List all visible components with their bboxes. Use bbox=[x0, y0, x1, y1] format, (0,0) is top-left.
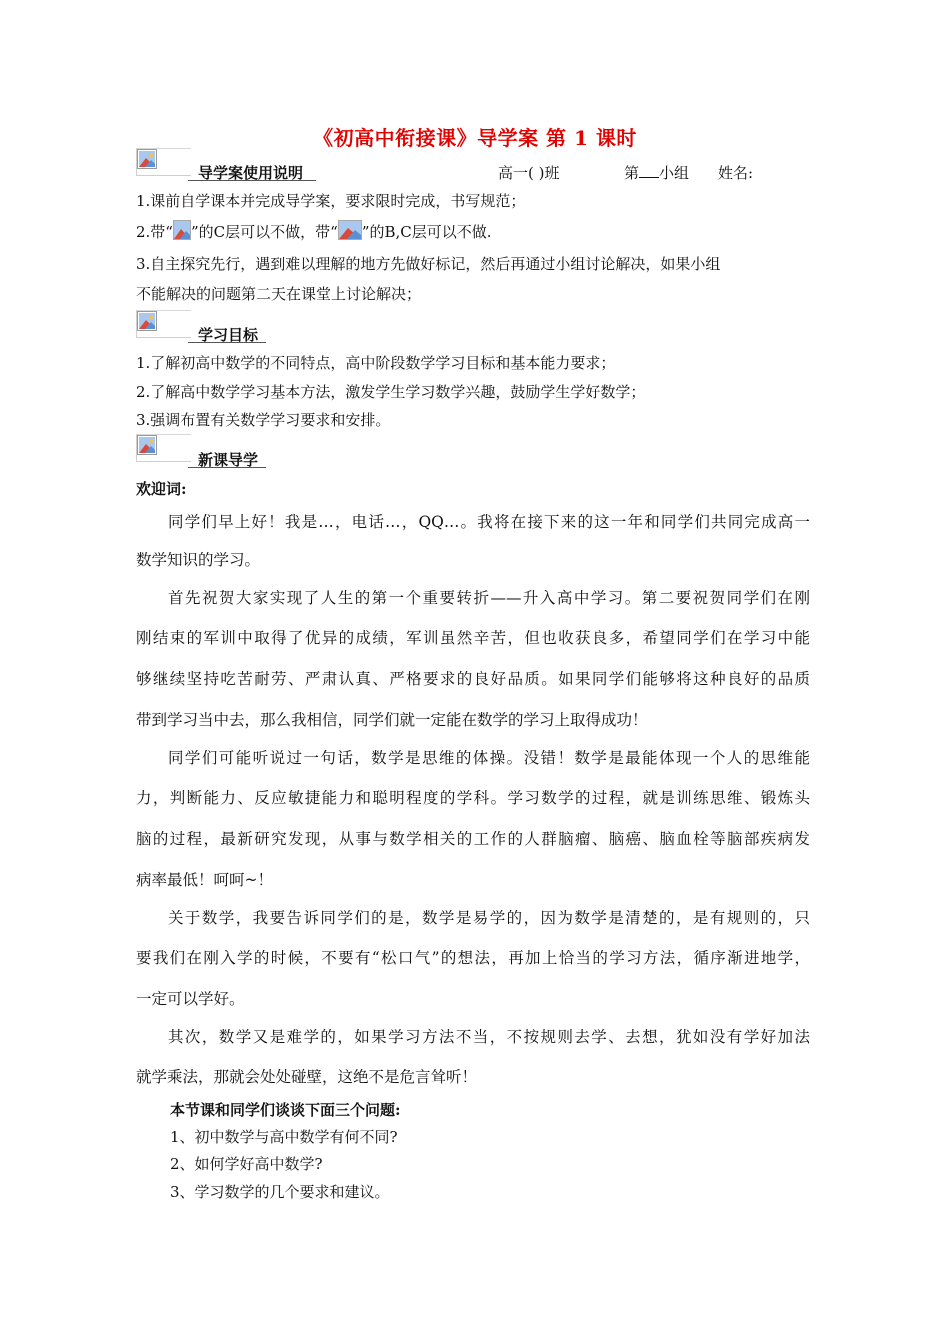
paragraph-line: 同学们可能听说过一句话，数学是思维的体操。没错！数学是最能体现一个人的思维能 bbox=[168, 749, 810, 767]
instruction-3-line-1: 3.自主探究先行，遇到难以理解的地方先做好标记，然后再通过小组讨论解决，如果小组 bbox=[136, 255, 721, 273]
section-label-new-lesson: 新课导学 bbox=[198, 451, 259, 469]
section-underline bbox=[188, 467, 266, 468]
question-item-3: 3、学习数学的几个要求和建议。 bbox=[170, 1183, 390, 1201]
paragraph-line: 力，判断能力、反应敏捷能力和聪明程度的学科。学习数学的过程，就是训练思维、锻炼头 bbox=[136, 789, 810, 807]
broken-image-icon bbox=[137, 311, 157, 331]
paragraph-line: 同学们早上好！我是…，电话…，QQ…。我将在接下来的这一年和同学们共同完成高一 bbox=[168, 513, 810, 531]
group-blank bbox=[639, 163, 659, 178]
name-field: 姓名: bbox=[718, 164, 754, 182]
paragraph-line: 一定可以学好。 bbox=[136, 990, 245, 1008]
section-underline bbox=[188, 180, 316, 181]
paragraph-line: 带到学习当中去，那么我相信，同学们就一定能在数学的学习上取得成功！ bbox=[136, 711, 648, 729]
instruction-2-part-c: ”的B,C层可以不做. bbox=[361, 223, 492, 241]
level-bc-icon bbox=[338, 220, 362, 240]
level-c-icon bbox=[173, 220, 191, 240]
paragraph-line: 要我们在刚入学的时候，不要有“松口气”的想法，再加上恰当的学习方法，循序渐进地学， bbox=[136, 949, 810, 967]
broken-image-icon bbox=[137, 435, 157, 455]
welcome-heading: 欢迎词: bbox=[136, 480, 187, 498]
paragraph-line: 关于数学，我要告诉同学们的是，数学是易学的，因为数学是清楚的，是有规则的，只 bbox=[168, 909, 810, 927]
group-suffix: 小组 bbox=[659, 164, 690, 182]
goal-item-2: 2.了解高中数学学习基本方法，激发学生学习数学兴趣，鼓励学生学好数学； bbox=[136, 383, 646, 401]
instruction-1: 1.课前自学课本并完成导学案，要求限时完成，书写规范； bbox=[136, 192, 526, 210]
broken-image-icon bbox=[137, 149, 157, 169]
group-field bbox=[624, 162, 689, 183]
section-underline bbox=[188, 342, 266, 343]
question-item-2: 2、如何学好高中数学? bbox=[170, 1155, 323, 1173]
section-label-goals: 学习目标 bbox=[198, 326, 259, 344]
instruction-2-part-a: 2.带“ bbox=[136, 223, 173, 241]
instruction-2-part-b: ”的C层可以不做，带“ bbox=[190, 223, 338, 241]
questions-heading: 本节课和同学们谈谈下面三个问题: bbox=[170, 1101, 401, 1119]
goal-item-1: 1.了解初高中数学的不同特点，高中阶段数学学习目标和基本能力要求； bbox=[136, 354, 616, 372]
paragraph-line: 数学知识的学习。 bbox=[136, 551, 261, 569]
group-prefix: 第 bbox=[624, 164, 640, 182]
section-label-instructions: 导学案使用说明 bbox=[198, 164, 304, 182]
paragraph-line: 刚结束的军训中取得了优异的成绩，军训虽然辛苦，但也收获良多，希望同学们在学习中能 bbox=[136, 629, 810, 647]
paragraph-line: 就学乘法，那就会处处碰壁，这绝不是危言耸听！ bbox=[136, 1068, 478, 1086]
instruction-2 bbox=[136, 220, 492, 242]
question-item-1: 1、初中数学与高中数学有何不同? bbox=[170, 1128, 398, 1146]
instruction-3-line-2: 不能解决的问题第二天在课堂上讨论解决； bbox=[136, 285, 422, 303]
paragraph-line: 病率最低！呵呵~！ bbox=[136, 871, 273, 889]
class-field: 高一( )班 bbox=[498, 164, 560, 182]
paragraph-line: 首先祝贺大家实现了人生的第一个重要转折——升入高中学习。第二要祝贺同学们在刚 bbox=[168, 589, 810, 607]
paragraph-line: 够继续坚持吃苦耐劳、严肃认真、严格要求的良好品质。如果同学们能够将这种良好的品质 bbox=[136, 670, 810, 688]
paragraph-line: 脑的过程，最新研究发现，从事与数学相关的工作的人群脑瘤、脑癌、脑血栓等脑部疾病发 bbox=[136, 830, 810, 848]
page-title: 《初高中衔接课》导学案 第 1 课时 bbox=[313, 126, 637, 150]
paragraph-line: 其次，数学又是难学的，如果学习方法不当，不按规则去学、去想，犹如没有学好加法 bbox=[168, 1028, 810, 1046]
goal-item-3: 3.强调布置有关数学学习要求和安排。 bbox=[136, 411, 391, 429]
